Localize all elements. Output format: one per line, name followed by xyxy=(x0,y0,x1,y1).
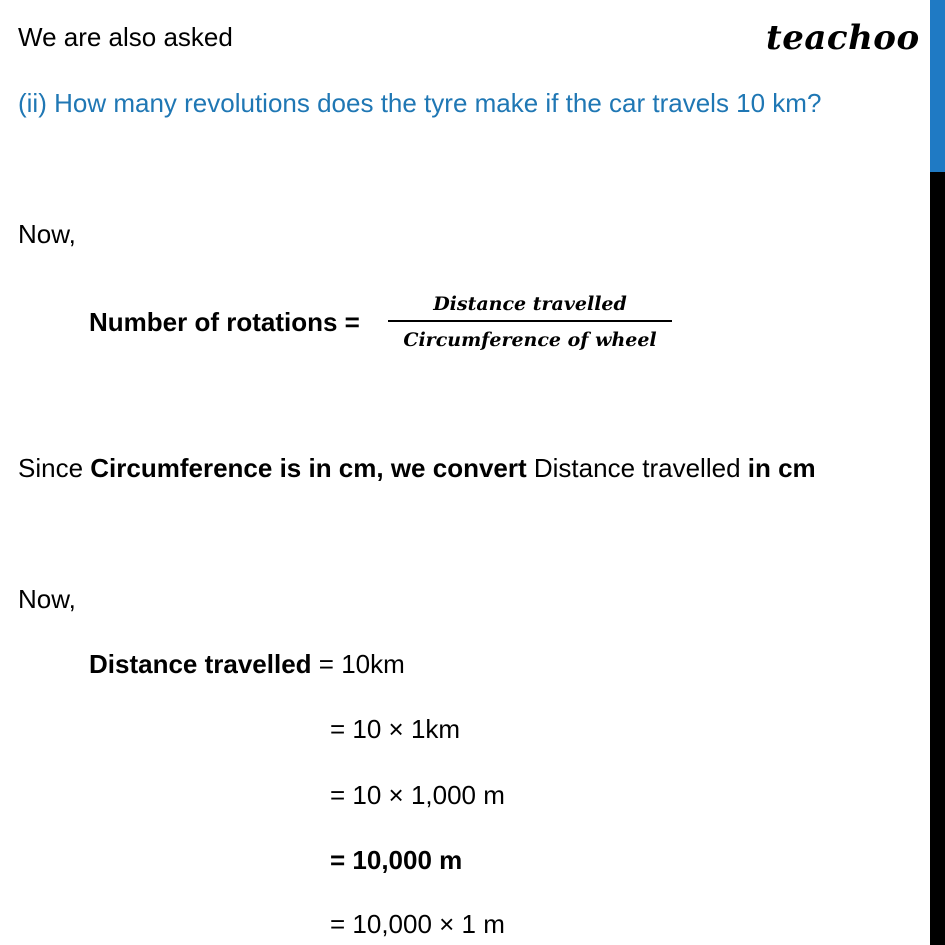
teachoo-logo: teachoo xyxy=(766,18,920,58)
since-text-2: Distance travelled xyxy=(526,453,748,483)
distance-eq-4: = 10,000 m xyxy=(330,845,463,875)
since-bold-1: Circumference is in cm, we convert xyxy=(90,453,527,483)
fraction-bar xyxy=(388,320,672,322)
distance-label: Distance travelled xyxy=(89,649,312,679)
since-sentence xyxy=(18,452,816,484)
distance-line-1 xyxy=(89,648,405,680)
since-bold-2: in cm xyxy=(747,453,816,483)
scrollbar-thumb[interactable] xyxy=(930,0,945,172)
distance-eq-5: = 10,000 × 1 m xyxy=(330,909,505,939)
now-label-2: Now, xyxy=(18,584,76,614)
now-label-1: Now, xyxy=(18,219,76,249)
formula-label: Number of rotations = xyxy=(89,307,360,337)
formula-numerator: Distance travelled xyxy=(433,293,627,315)
formula-denominator: Circumference of wheel xyxy=(403,329,657,351)
distance-eq-1: = 10km xyxy=(311,649,405,679)
question-text: (ii) How many revolutions does the tyre make if the car travels 10 km? xyxy=(18,88,822,118)
formula-fraction xyxy=(388,290,672,354)
distance-eq-3: = 10 × 1,000 m xyxy=(330,780,505,810)
distance-eq-2: = 10 × 1km xyxy=(330,714,461,744)
since-text-1: Since xyxy=(18,453,91,483)
intro-text: We are also asked xyxy=(18,22,233,52)
